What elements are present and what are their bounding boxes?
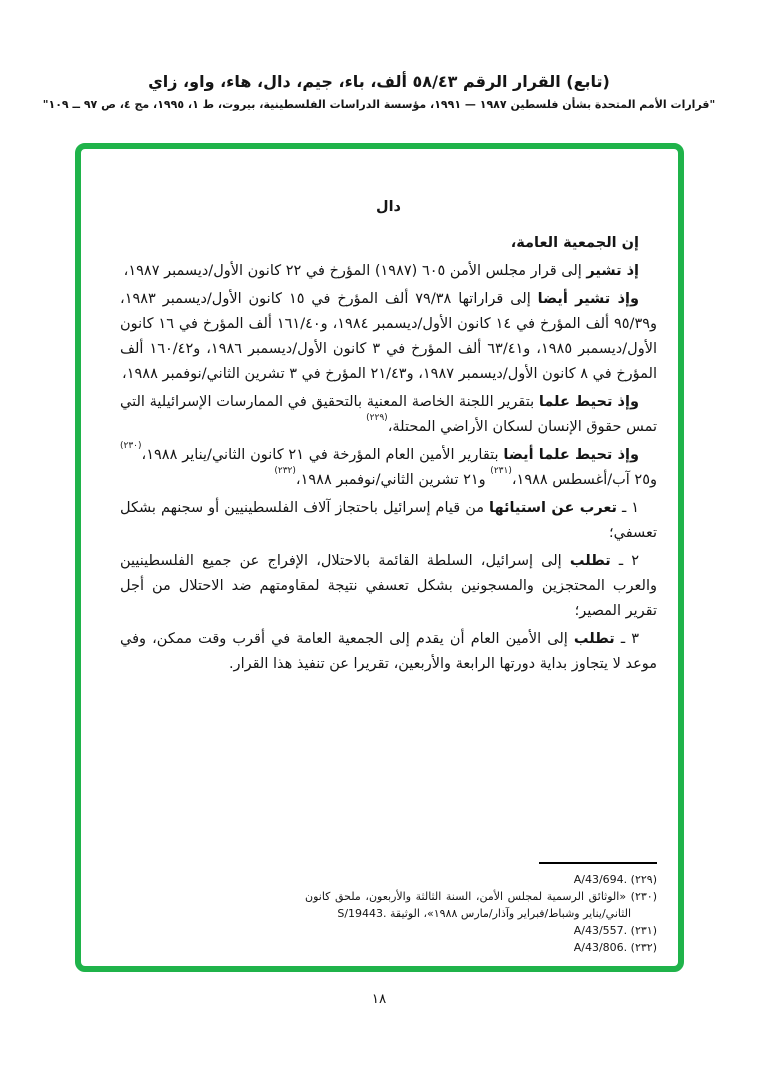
text-segment: تطلب — [573, 631, 615, 647]
text-segment: إن الجمعية العامة، — [510, 235, 639, 251]
paragraph — [120, 287, 657, 387]
resolution-continuation-title: (تابع) القرار الرقم ٥٨/٤٣ ألف، باء، جيم، دال، هاء، واو، زاي — [148, 72, 610, 91]
page-header — [0, 72, 758, 111]
text-segment: ٢ ـ — [610, 553, 639, 569]
footnote-text: «الوثائق الرسمية لمجلس الأمن، السنة الثالثة والأربعون، ملحق كانون الثاني/يناير وشباط/فبراير وآذار/مارس ١٩٨٨»، الوثيقة — [305, 890, 631, 920]
paragraph — [120, 549, 657, 624]
paragraph — [120, 443, 657, 493]
text-segment: إلى الأمين العام أن يقدم إلى الجمعية العامة في أقرب وقت ممكن، وفي موعد لا يتجاوز بداية دورتها الرابعة والأربعين، تقريرا عن تنفيذ هذا القرار. — [120, 631, 657, 672]
paragraph — [120, 259, 657, 284]
text-segment: ١ ـ — [617, 500, 640, 516]
document-symbol: A/43/806. — [573, 941, 628, 954]
footnote-ref: (٢٢٩) — [366, 413, 388, 424]
paragraph — [120, 627, 657, 677]
footnote-ref: (٢٣١) — [490, 466, 512, 477]
footnotes-block — [305, 862, 657, 956]
footnote-ref: (٢٣٢) — [274, 466, 296, 477]
resolution-body — [120, 231, 657, 677]
document-symbol: S/19443. — [337, 907, 387, 920]
text-segment: وإذ تحيط علما — [538, 394, 639, 410]
document-symbol: A/43/694. — [573, 873, 628, 886]
text-segment: وإذ تشير أيضا — [537, 291, 640, 307]
text-segment: و٢٥ آب/أغسطس ١٩٨٨، — [511, 472, 657, 488]
text-segment: إلى إسرائيل، السلطة القائمة بالاحتلال، الإفراج عن جميع الفلسطينيين والعرب المحتجزين والمسجونين بشكل تعسفي نتيجة لمقاومتهم ضد الاحتلال من أجل تقرير المصير؛ — [120, 553, 657, 619]
footnote-item — [305, 888, 657, 922]
text-segment: بتقرير اللجنة الخاصة المعنية بالتحقيق في الممارسات الإسرائيلية التي تمس حقوق الإنسان لسكان الأراضي المحتلة، — [120, 394, 657, 435]
page-number: ١٨ — [371, 991, 387, 1007]
footnote-item — [305, 922, 657, 939]
text-segment: تطلب — [569, 553, 611, 569]
text-segment: إلى قرار مجلس الأمن ٦٠٥ (١٩٨٧) المؤرخ في ٢٢ كانون الأول/ديسمبر ١٩٨٧، — [123, 263, 587, 279]
section-heading-dal: دال — [376, 199, 401, 215]
text-segment: و٢١ تشرين الثاني/نوفمبر ١٩٨٨، — [295, 472, 491, 488]
text-segment: إذ تشير — [586, 263, 639, 279]
footnote-number: (٢٢٩) — [627, 873, 657, 886]
footnote-separator — [539, 862, 657, 864]
paragraph — [120, 231, 657, 256]
source-citation-line: "قرارات الأمم المتحدة بشأن فلسطين ١٩٨٧ — ١٩٩١، مؤسسة الدراسات الفلسطينية، بيروت، ط ١، ١٩٩٥، مج ٤، ص ٩٧ ــ ١٠٩" — [42, 98, 716, 111]
text-segment: بتقارير الأمين العام المؤرخة في ٢١ كانون الثاني/يناير ١٩٨٨، — [141, 447, 504, 463]
footnote-number: (٢٣٠) — [626, 890, 657, 903]
text-segment: ٣ ـ — [614, 631, 639, 647]
footnote-number: (٢٣٢) — [627, 941, 657, 954]
footnote-item — [305, 871, 657, 888]
text-segment: وإذ تحيط علما أيضا — [503, 447, 640, 463]
resolution-frame — [75, 143, 684, 972]
paragraph — [120, 496, 657, 546]
document-symbol: A/43/557. — [573, 924, 628, 937]
paragraph — [120, 390, 657, 440]
text-segment: تعرب عن استيائها — [489, 500, 617, 516]
text-segment: إلى قراراتها ٧٩/٣٨ ألف المؤرخ في ١٥ كانون الأول/ديسمبر ١٩٨٣، و٩٥/٣٩ ألف المؤرخ في ١٤ كانون الأول/ديسمبر ١٩٨٤، و١٦١/٤٠ ألف المؤرخ في ١٦ كانون الأول/ديسمبر ١٩٨٥، و٦٣/٤١ ألف المؤرخ في ٣ كانون الأول/ديسمبر ١٩٨٦، و١٦٠/٤٢ ألف المؤرخ في ٨ كانون الأول/ديسمبر ١٩٨٧، و٢١/٤٣ المؤرخ في ٣ تشرين الثاني/نوفمبر ١٩٨٨، — [120, 291, 658, 382]
text-segment: من قيام إسرائيل باحتجاز آلاف الفلسطينيين أو سجنهم بشكل تعسفي؛ — [120, 500, 657, 541]
footnote-number: (٢٣١) — [627, 924, 657, 937]
resolution-content — [81, 149, 678, 966]
footnote-ref: (٢٣٠) — [120, 441, 142, 452]
footnote-list — [305, 871, 657, 956]
footnote-item — [305, 939, 657, 956]
